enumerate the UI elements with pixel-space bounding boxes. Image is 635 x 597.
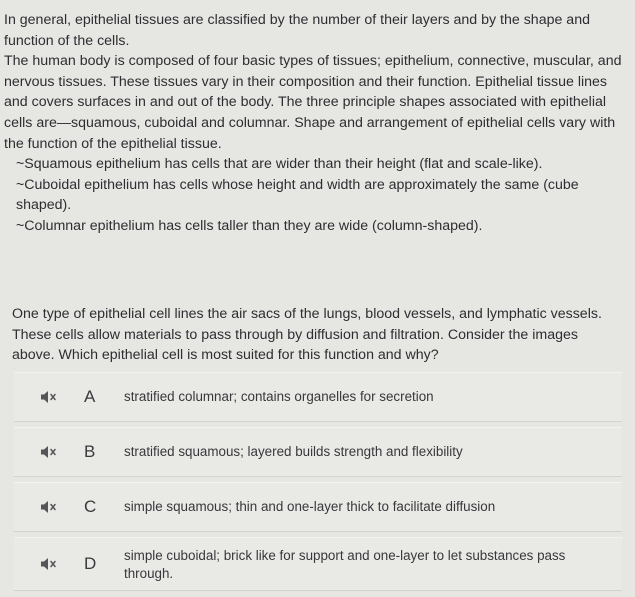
choice-d[interactable] [14, 537, 622, 591]
choice-c[interactable] [14, 482, 622, 532]
choice-text: simple cuboidal; brick like for support and one-layer to let substances pass through. [124, 548, 566, 581]
choice-letter: D [84, 554, 97, 573]
answer-choices [14, 372, 622, 596]
choice-text: simple squamous; thin and one-layer thick to facilitate diffusion [124, 499, 496, 514]
bullet-squamous: ~Squamous epithelium has cells that are wider than their height (flat and scale-like). [16, 156, 543, 173]
speaker-muted-icon[interactable] [40, 390, 58, 404]
choice-letter: B [84, 442, 96, 461]
speaker-muted-icon[interactable] [40, 557, 58, 571]
choice-letter: A [84, 387, 96, 406]
choice-text: stratified columnar; contains organelles for secretion [124, 389, 434, 404]
choice-a[interactable] [14, 372, 622, 422]
choice-text: stratified squamous; layered builds strength and flexibility [124, 444, 463, 459]
question-prompt [12, 304, 624, 366]
passage-intro: In general, epithelial tissues are classified by the number of their layers and by the shape and function of the cells. [4, 12, 590, 49]
speaker-muted-icon[interactable] [40, 500, 58, 514]
choice-letter: C [84, 497, 97, 516]
choice-b[interactable] [14, 427, 622, 477]
passage-body: The human body is composed of four basic types of tissues; epithelium, connective, muscular, and nervous tissues. These tissues vary in their composition and their function. Epithelial tissue lines and covers surfaces in and out of the body. The three principle shapes associated with epithelial cells are—squamous, cuboidal and columnar. Shape and arrangement of epithelial cells vary with the function of the epithelial tissue. [4, 53, 622, 152]
speaker-muted-icon[interactable] [40, 445, 58, 459]
passage [4, 10, 626, 237]
bullet-cuboidal: ~Cuboidal epithelium has cells whose height and width are approximately the same (cube shaped). [16, 176, 579, 214]
question-text: One type of epithelial cell lines the air sacs of the lungs, blood vessels, and lymphatic vessels. These cells allow materials to pass through by diffusion and filtration. Consider the images above. Which epithelial cell is most suited for this function and why? [12, 306, 602, 364]
bullet-columnar: ~Columnar epithelium has cells taller than they are wide (column-shaped). [16, 217, 483, 234]
